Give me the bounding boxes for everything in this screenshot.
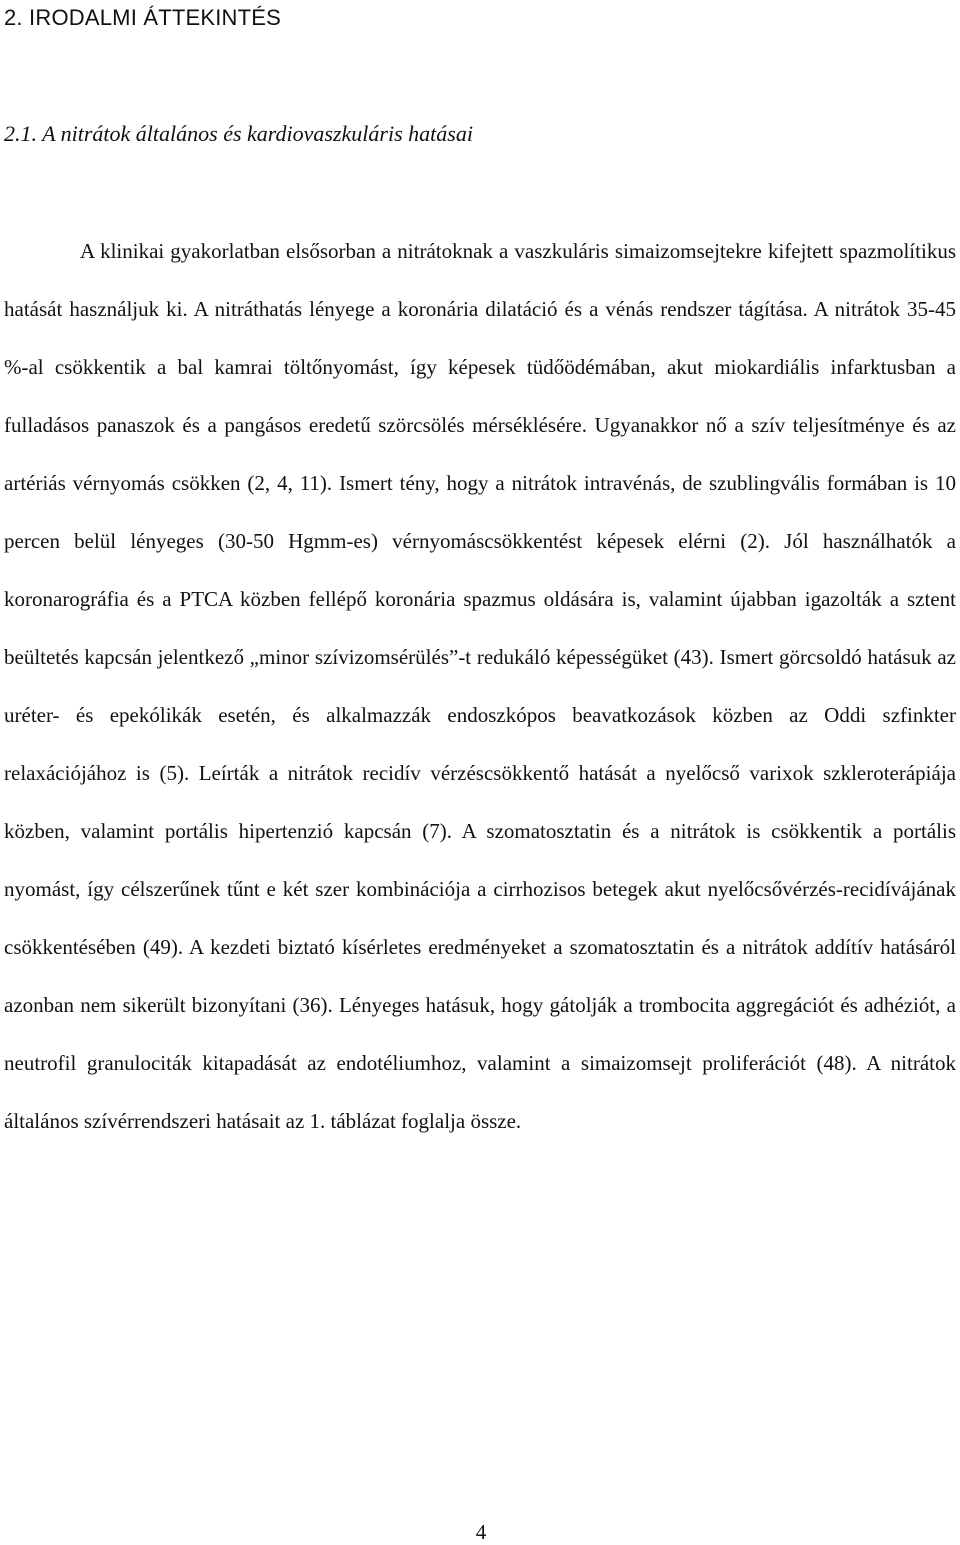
section-title: 2.1. A nitrátok általános és kardiovaszkuláris hatásai — [4, 121, 473, 146]
page-number: 4 — [475, 1520, 487, 1544]
page-number-container — [0, 1520, 960, 1544]
chapter-title: 2. IRODALMI ÁTTEKINTÉS — [4, 5, 282, 30]
body-paragraph: A klinikai gyakorlatban elsősorban a nitrátoknak a vaszkuláris simaizomsejtekre kifejtett spazmolítikus hatását használjuk ki. A nitráthatás lényege a koronária dilatáció és a vénás rendszer tágítása. A nitrátok 35-45 %-al csökkentik a bal kamrai töltőnyomást, így képesek tüdőödémában, akut miokardiális infarktusban a fulladásos panaszok és a pangásos eredetű szörcsölés mérséklésére. Ugyanakkor nő a szív teljesítménye és az artériás vérnyomás csökken (2, 4, 11). Ismert tény, hogy a nitrátok intravénás, de szublingvális formában is 10 percen belül lényeges (30-50 Hgmm-es) vérnyomáscsökkentést képesek elérni (2). Jól használhatók a koronarográfia és a PTCA közben fellépő koronária spazmus oldására is, valamint újabban igazolták a sztent beültetés kapcsán jelentkező „minor szívizomsérülés”-t redukáló képességüket (43). Ismert görcsoldó hatásuk az uréter- és epekólikák esetén, és alkalmazzák endoszkópos beavatkozások közben az Oddi szfinkter relaxációjához is (5). Leírták a nitrátok recidív vérzéscsökkentő hatását a nyelőcső varixok szkleroterápiája közben, valamint portális hipertenzió kapcsán (7). A szomatosztatin és a nitrátok is csökkentik a portális nyomást, így célszerűnek tűnt e két szer kombinációja a cirrhozisos betegek akut nyelőcsővérzés-recidívájának csökkentésében (49). A kezdeti biztató kísérletes eredményeket a szomatosztatin és a nitrátok addítív hatásáról azonban nem sikerült bizonyítani (36). Lényeges hatásuk, hogy gátolják a trombocita aggregációt és adhéziót, a neutrofil granulociták kitapadását az endotéliumhoz, valamint a simaizomsejt proliferációt (48). A nitrátok általános szívérrendszeri hatásait az 1. táblázat foglalja össze. — [4, 239, 956, 1133]
